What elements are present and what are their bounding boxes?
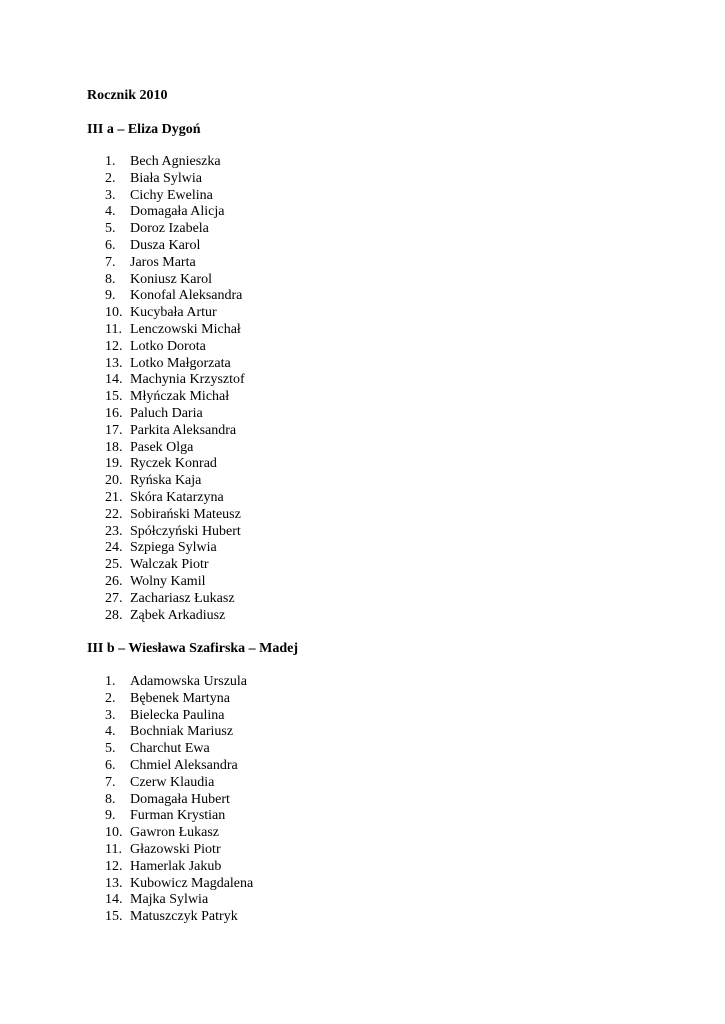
student-name: Konofal Aleksandra	[130, 288, 243, 304]
list-item-number: 5.	[105, 741, 116, 757]
student-list-iii-b	[105, 674, 253, 926]
student-list-item	[105, 775, 253, 792]
student-list-item	[105, 724, 253, 741]
student-name: Skóra Katarzyna	[130, 489, 224, 505]
class-heading-iii-a: III a – Eliza Dygoń	[87, 122, 201, 137]
student-list-item	[105, 691, 253, 708]
student-name: Parkita Aleksandra	[130, 422, 237, 438]
student-list-item	[105, 423, 245, 440]
list-item-number: 15.	[105, 389, 123, 405]
list-item-number: 3.	[105, 707, 116, 723]
student-list-item	[105, 540, 245, 557]
student-list-item	[105, 456, 245, 473]
student-name: Jaros Marta	[130, 254, 196, 270]
student-list-item	[105, 272, 245, 289]
student-list-item	[105, 154, 245, 171]
list-item-number: 20.	[105, 473, 123, 489]
student-name: Charchut Ewa	[130, 741, 210, 757]
student-name: Matuszczyk Patryk	[130, 909, 238, 925]
list-item-number: 1.	[105, 674, 116, 689]
student-name: Bielecka Paulina	[130, 707, 225, 723]
student-name: Domagała Alicja	[130, 204, 225, 220]
student-name: Chmiel Aleksandra	[130, 757, 238, 773]
list-item-number: 17.	[105, 422, 123, 438]
list-item-number: 9.	[105, 288, 116, 304]
student-list-item	[105, 238, 245, 255]
student-list-item	[105, 288, 245, 305]
student-list-item	[105, 440, 245, 457]
student-name: Machynia Krzysztof	[130, 372, 245, 388]
student-list-item	[105, 741, 253, 758]
student-list-item	[105, 356, 245, 373]
student-name: Koniusz Karol	[130, 271, 213, 287]
list-item-number: 4.	[105, 204, 116, 220]
student-name: Kubowicz Magdalena	[130, 875, 254, 891]
student-name: Doroz Izabela	[130, 221, 209, 237]
student-name: Paluch Daria	[130, 405, 203, 421]
student-list-item	[105, 758, 253, 775]
student-list-iii-a	[105, 154, 245, 624]
list-item-number: 21.	[105, 489, 123, 505]
student-list-item	[105, 339, 245, 356]
student-name: Bech Agnieszka	[130, 154, 221, 169]
list-item-number: 23.	[105, 523, 123, 539]
list-item-number: 11.	[105, 321, 122, 337]
list-item-number: 14.	[105, 892, 123, 908]
list-item-number: 13.	[105, 355, 123, 371]
class-heading-iii-b: III b – Wiesława Szafirska – Madej	[87, 641, 299, 656]
list-item-number: 12.	[105, 858, 123, 874]
student-list-item	[105, 389, 245, 406]
list-item-number: 24.	[105, 540, 123, 556]
student-list-item	[105, 557, 245, 574]
student-name: Cichy Ewelina	[130, 187, 213, 203]
list-item-number: 7.	[105, 254, 116, 270]
student-list-item	[105, 204, 245, 221]
student-list-item	[105, 574, 245, 591]
student-name: Majka Sylwia	[130, 892, 209, 908]
list-item-number: 3.	[105, 187, 116, 203]
student-list-item	[105, 305, 245, 322]
student-name: Szpiega Sylwia	[130, 540, 217, 556]
list-item-number: 9.	[105, 808, 116, 824]
list-item-number: 22.	[105, 506, 123, 522]
student-name: Walczak Piotr	[130, 557, 209, 573]
student-name: Adamowska Urszula	[130, 674, 248, 689]
student-list-item	[105, 473, 245, 490]
list-item-number: 12.	[105, 338, 123, 354]
student-name: Spółczyński Hubert	[130, 523, 241, 539]
student-list-item	[105, 674, 253, 691]
student-list-item	[105, 825, 253, 842]
student-list-item	[105, 406, 245, 423]
list-item-number: 6.	[105, 757, 116, 773]
student-name: Pasek Olga	[130, 439, 194, 455]
student-name: Domagała Hubert	[130, 791, 230, 807]
student-name: Gawron Łukasz	[130, 825, 220, 841]
list-item-number: 7.	[105, 774, 116, 790]
list-item-number: 4.	[105, 724, 116, 740]
student-name: Wolny Kamil	[130, 573, 206, 589]
student-name: Ryczek Konrad	[130, 456, 217, 472]
student-list-item	[105, 608, 245, 625]
student-name: Hamerlak Jakub	[130, 858, 222, 874]
list-item-number: 10.	[105, 825, 123, 841]
student-name: Dusza Karol	[130, 237, 201, 253]
list-item-number: 1.	[105, 154, 116, 169]
list-item-number: 27.	[105, 590, 123, 606]
list-item-number: 2.	[105, 690, 116, 706]
student-name: Lotko Dorota	[130, 338, 206, 354]
student-name: Młyńczak Michał	[130, 389, 230, 405]
student-list-item	[105, 188, 245, 205]
list-item-number: 25.	[105, 557, 123, 573]
student-list-item	[105, 708, 253, 725]
list-item-number: 2.	[105, 170, 116, 186]
list-item-number: 6.	[105, 237, 116, 253]
list-item-number: 28.	[105, 607, 123, 623]
student-list-item	[105, 808, 253, 825]
list-item-number: 11.	[105, 841, 122, 857]
student-name: Głazowski Piotr	[130, 841, 221, 857]
student-list-item	[105, 171, 245, 188]
student-name: Bębenek Martyna	[130, 690, 230, 706]
list-item-number: 5.	[105, 221, 116, 237]
list-item-number: 8.	[105, 271, 116, 287]
list-item-number: 26.	[105, 573, 123, 589]
student-name: Sobirański Mateusz	[130, 506, 241, 522]
list-item-number: 15.	[105, 909, 123, 925]
student-name: Lotko Małgorzata	[130, 355, 231, 371]
list-item-number: 8.	[105, 791, 116, 807]
student-name: Furman Krystian	[130, 808, 226, 824]
student-name: Bochniak Mariusz	[130, 724, 234, 740]
student-name: Kucybała Artur	[130, 305, 217, 321]
student-list-item	[105, 842, 253, 859]
list-item-number: 19.	[105, 456, 123, 472]
list-item-number: 13.	[105, 875, 123, 891]
student-list-item	[105, 876, 253, 893]
student-list-item	[105, 792, 253, 809]
student-name: Czerw Klaudia	[130, 774, 215, 790]
student-list-item	[105, 859, 253, 876]
document-title: Rocznik 2010	[87, 88, 168, 103]
student-list-item	[105, 507, 245, 524]
student-name: Lenczowski Michał	[130, 321, 241, 337]
student-list-item	[105, 372, 245, 389]
student-list-item	[105, 892, 253, 909]
student-list-item	[105, 322, 245, 339]
student-list-item	[105, 524, 245, 541]
student-name: Zachariasz Łukasz	[130, 590, 235, 606]
student-list-item	[105, 909, 253, 926]
student-list-item	[105, 490, 245, 507]
list-item-number: 10.	[105, 305, 123, 321]
student-list-item	[105, 255, 245, 272]
student-name: Ryńska Kaja	[130, 473, 202, 489]
student-list-item	[105, 591, 245, 608]
student-name: Ząbek Arkadiusz	[130, 607, 226, 623]
list-item-number: 18.	[105, 439, 123, 455]
list-item-number: 14.	[105, 372, 123, 388]
list-item-number: 16.	[105, 405, 123, 421]
student-list-item	[105, 221, 245, 238]
student-name: Biała Sylwia	[130, 170, 202, 186]
